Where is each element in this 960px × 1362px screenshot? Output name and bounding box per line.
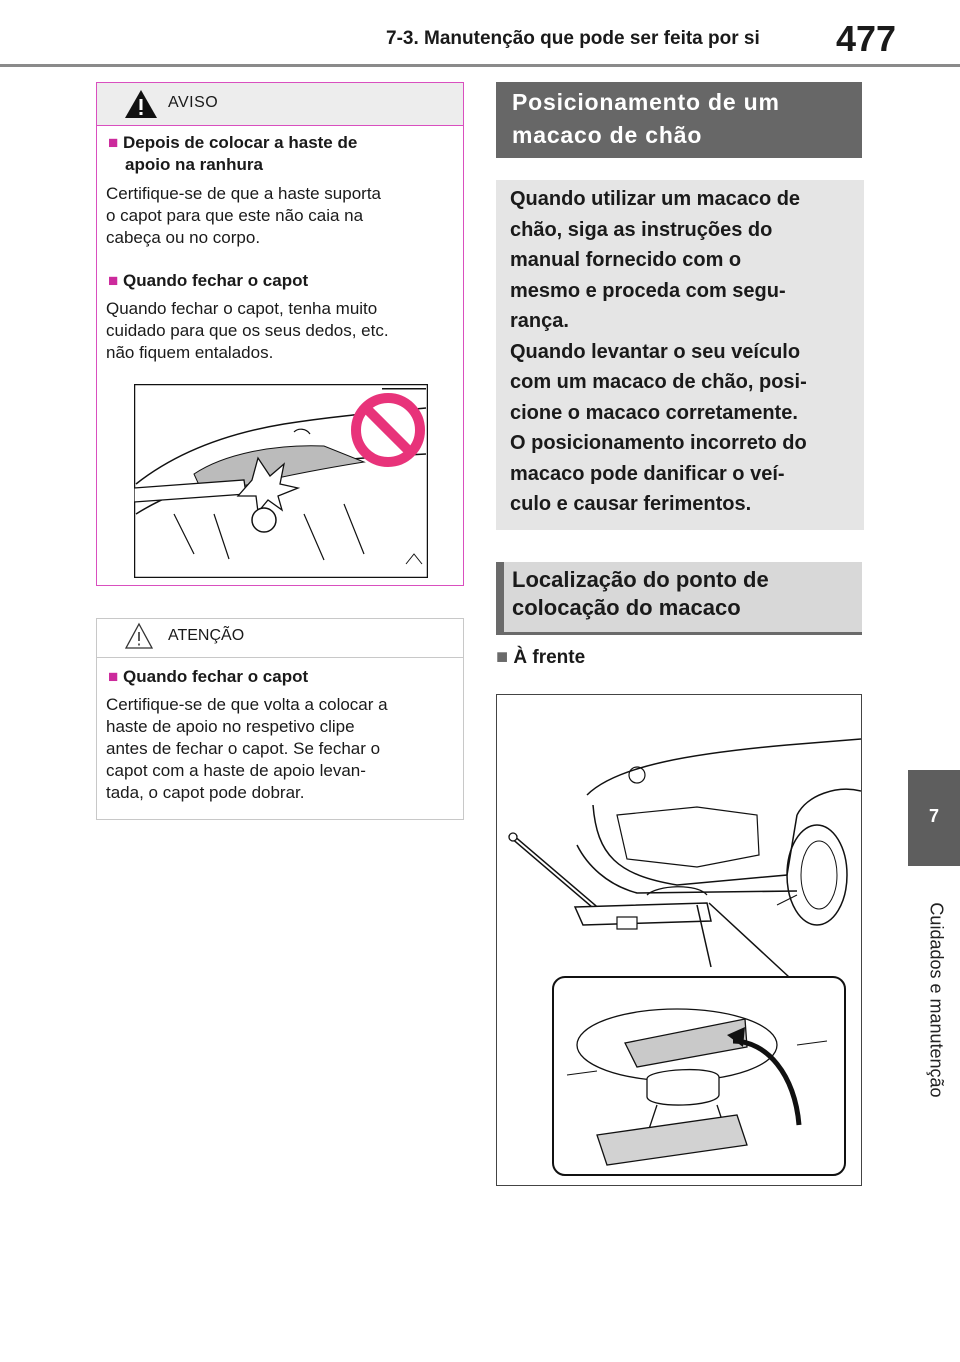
bullet-square-icon: ■ (496, 646, 509, 668)
bullet-square-icon: ■ (108, 667, 119, 686)
subheading-front: ■ À frente (496, 646, 586, 668)
prohibition-icon (350, 392, 426, 468)
section-title-floor-jack: Posicionamento de um macaco de chão (512, 89, 780, 148)
section-accent-bar (496, 562, 504, 634)
info-text: Quando utilizar um macaco de chão, siga as instruções do manual fornecido com o mesmo e proceda com segu- rança. Quando levantar o seu veículo com um macaco de chão, posi- cione o macaco corretamente. O posicionamento incorreto do macaco pode danificar o veí- culo e causar ferimentos. (510, 188, 807, 515)
warning-item-body: Quando fechar o capot, tenha muito cuidado para que os seus dedos, etc. não fiquem entalados. (106, 299, 389, 362)
warning-triangle-icon (124, 89, 158, 119)
floor-jack-illustration (497, 695, 861, 1185)
chapter-tab-number: 7 (928, 806, 939, 826)
attention-item-title: ■ Quando fechar o capot (108, 667, 309, 686)
bullet-square-icon: ■ (108, 133, 119, 152)
warning-item-title: ■ Depois de colocar a haste de apoio na ranhura (108, 133, 358, 174)
warning-label: AVISO (168, 94, 219, 111)
bullet-square-icon: ■ (108, 271, 119, 290)
warning-item-title: ■ Quando fechar o capot (108, 271, 309, 290)
page-number: 477 (836, 18, 897, 59)
warning-item-body: Certifique-se de que a haste suporta o capot para que este não caia na cabeça ou no corpo. (106, 184, 382, 247)
caution-outline-icon (124, 622, 154, 650)
chapter-tab-label: Cuidados e manutenção (926, 902, 947, 1098)
section-title-jack-point: Localização do ponto de colocação do macaco (512, 567, 769, 620)
attention-label: ATENÇÃO (168, 627, 245, 644)
header-divider (0, 64, 960, 67)
attention-item-body: Certifique-se de que volta a colocar a haste de apoio no respetivo clipe antes de fechar o capot. Se fechar o capot com a haste de apoio levan- tada, o capot pode dobrar. (106, 695, 388, 802)
header-section-title: 7-3. Manutenção que pode ser feita por si (386, 28, 760, 49)
section-underline (496, 632, 862, 635)
